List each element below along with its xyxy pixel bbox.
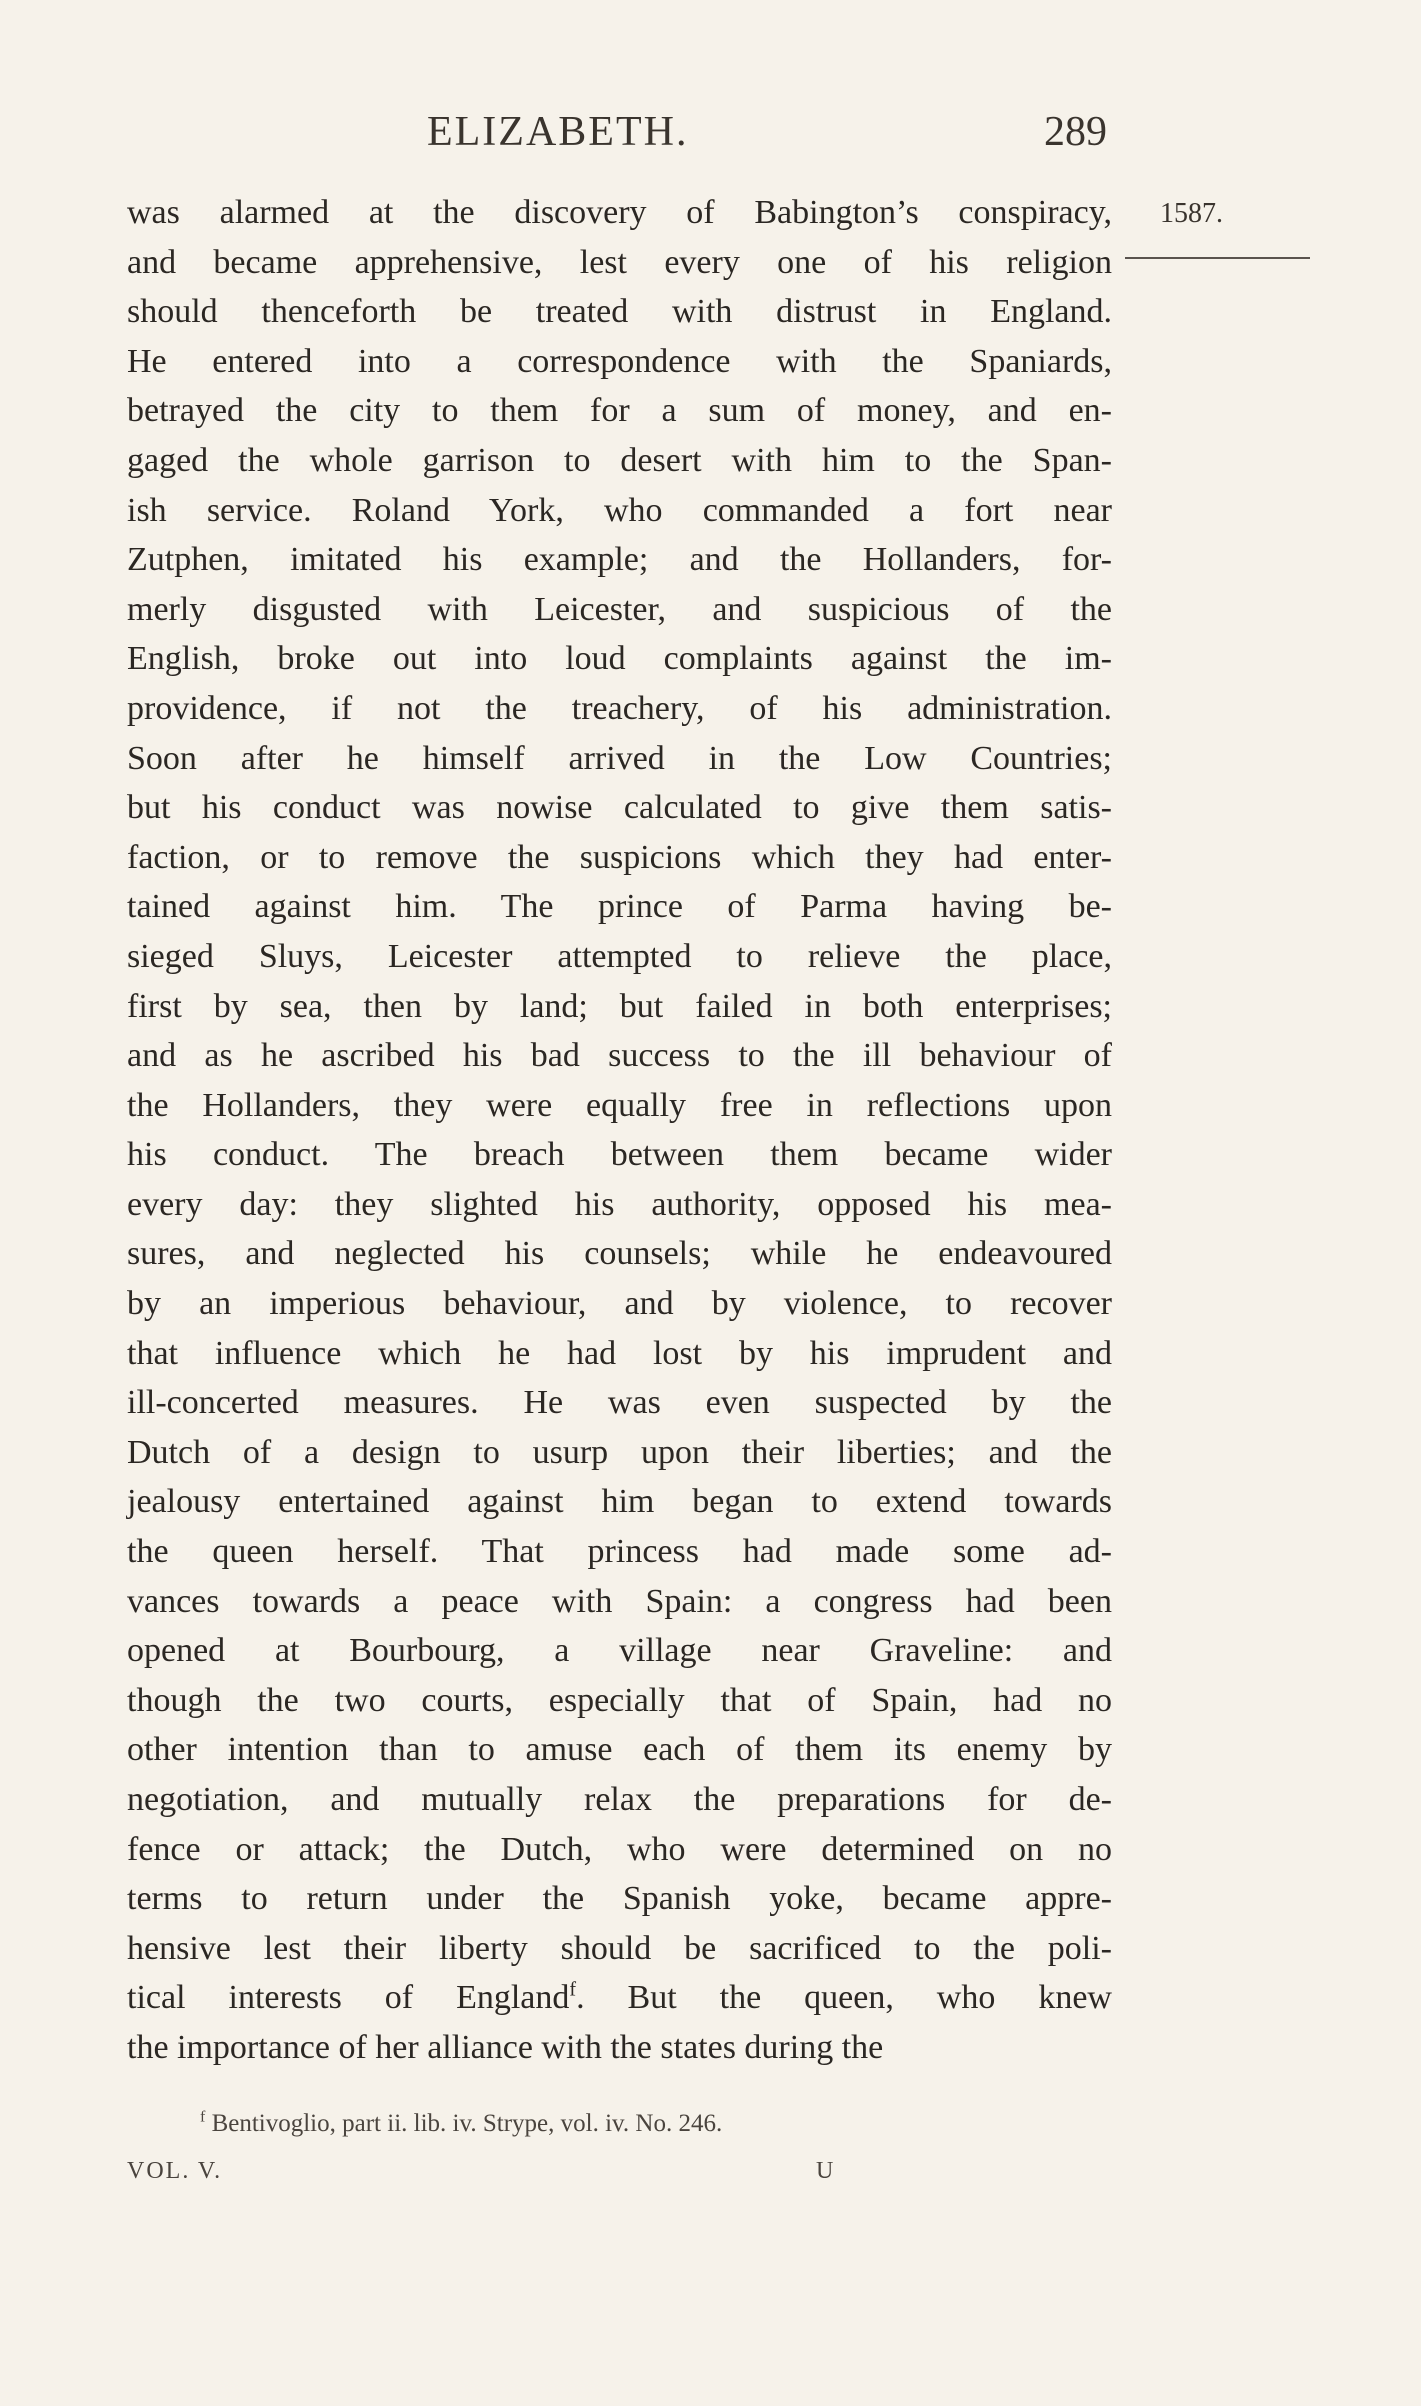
text-line: that influence which he had lost by his imprudent and [127,1334,1112,1372]
text-line: gaged the whole garrison to desert with him to the Span- [127,441,1112,479]
running-head [427,108,1107,168]
text-line: Dutch of a design to usurp upon their liberties; and the [127,1433,1112,1471]
footnote-reference: f [569,1979,577,2002]
footnote [200,2110,1100,2138]
text-line: opened at Bourbourg, a village near Graveline: and [127,1632,1112,1670]
text-line: fence or attack; the Dutch, who were determined on no [127,1830,1112,1868]
text-line: the queen herself. That princess had made some ad- [127,1533,1112,1571]
text-line: Soon after he himself arrived in the Low Countries; [127,739,1112,777]
text-line: ish service. Roland York, who commanded a fort near [127,491,1112,529]
text-line: faction, or to remove the suspicions which they had enter- [127,838,1112,876]
text-line: should thenceforth be treated with distrust in England. [127,293,1112,331]
text-line: Zutphen, imitated his example; and the Hollanders, for- [127,541,1112,579]
text-line: sieged Sluys, Leicester attempted to relieve the place, [127,937,1112,975]
text-line: providence, if not the treachery, of his administration. [127,689,1112,727]
text-line: merly disgusted with Leicester, and suspicious of the [127,590,1112,628]
text-line: by an imperious behaviour, and by violence, to recover [127,1285,1112,1323]
text-line: the Hollanders, they were equally free in reflections upon [127,1086,1112,1124]
text-line: He entered into a correspondence with the Spaniards, [127,342,1112,380]
page-number: 289 [1044,109,1107,155]
footnote-marker: f [200,2108,206,2126]
text-line: was alarmed at the discovery of Babington’s conspiracy, [127,194,1112,231]
text-line: hensive lest their liberty should be sacrificed to the poli- [127,1929,1112,1967]
text-line: and as he ascribed his bad success to the ill behaviour of [127,1037,1112,1075]
text-line: the importance of her alliance with the states during the [127,2028,884,2066]
footnote-text: Bentivoglio, part ii. lib. iv. Strype, vol. iv. No. 246. [211,2110,723,2137]
margin-year-note: 1587. [1160,198,1223,229]
margin-rule [1125,257,1310,259]
text-line: ill-concerted measures. He was even suspected by the [127,1384,1112,1422]
text-line: every day: they slighted his authority, opposed his mea- [127,1185,1112,1223]
text-line: terms to return under the Spanish yoke, became appre- [127,1880,1112,1918]
text-line: English, broke out into loud complaints against the im- [127,640,1112,678]
text-line-with-footnote [127,1973,1112,2023]
text-line-tail: . But the queen, who knew [576,1979,1112,2017]
text-line-head: tical interests of England [127,1979,570,2017]
text-line: other intention than to amuse each of them its enemy by [127,1731,1112,1769]
text-line: negotiation, and mutually relax the preparations for de- [127,1781,1112,1818]
text-line: vances towards a peace with Spain: a congress had been [127,1582,1112,1620]
text-line: sures, and neglected his counsels; while he endeavoured [127,1235,1112,1273]
text-line: tained against him. The prince of Parma having be- [127,888,1112,926]
text-line: betrayed the city to them for a sum of money, and en- [127,392,1112,430]
volume-signature: VOL. V. [127,2158,223,2184]
text-line: jealousy entertained against him began to extend towards [127,1483,1112,1521]
text-line: first by sea, then by land; but failed in both enterprises; [127,987,1112,1025]
gathering-letter: U [816,2158,834,2184]
text-line: though the two courts, especially that of Spain, had no [127,1681,1112,1719]
text-line: his conduct. The breach between them became wider [127,1136,1112,1174]
body-text [127,188,1112,2073]
text-line: and became apprehensive, lest every one of his religion [127,243,1112,281]
text-line: but his conduct was nowise calculated to give them satis- [127,789,1112,827]
running-title: ELIZABETH. [427,109,689,155]
